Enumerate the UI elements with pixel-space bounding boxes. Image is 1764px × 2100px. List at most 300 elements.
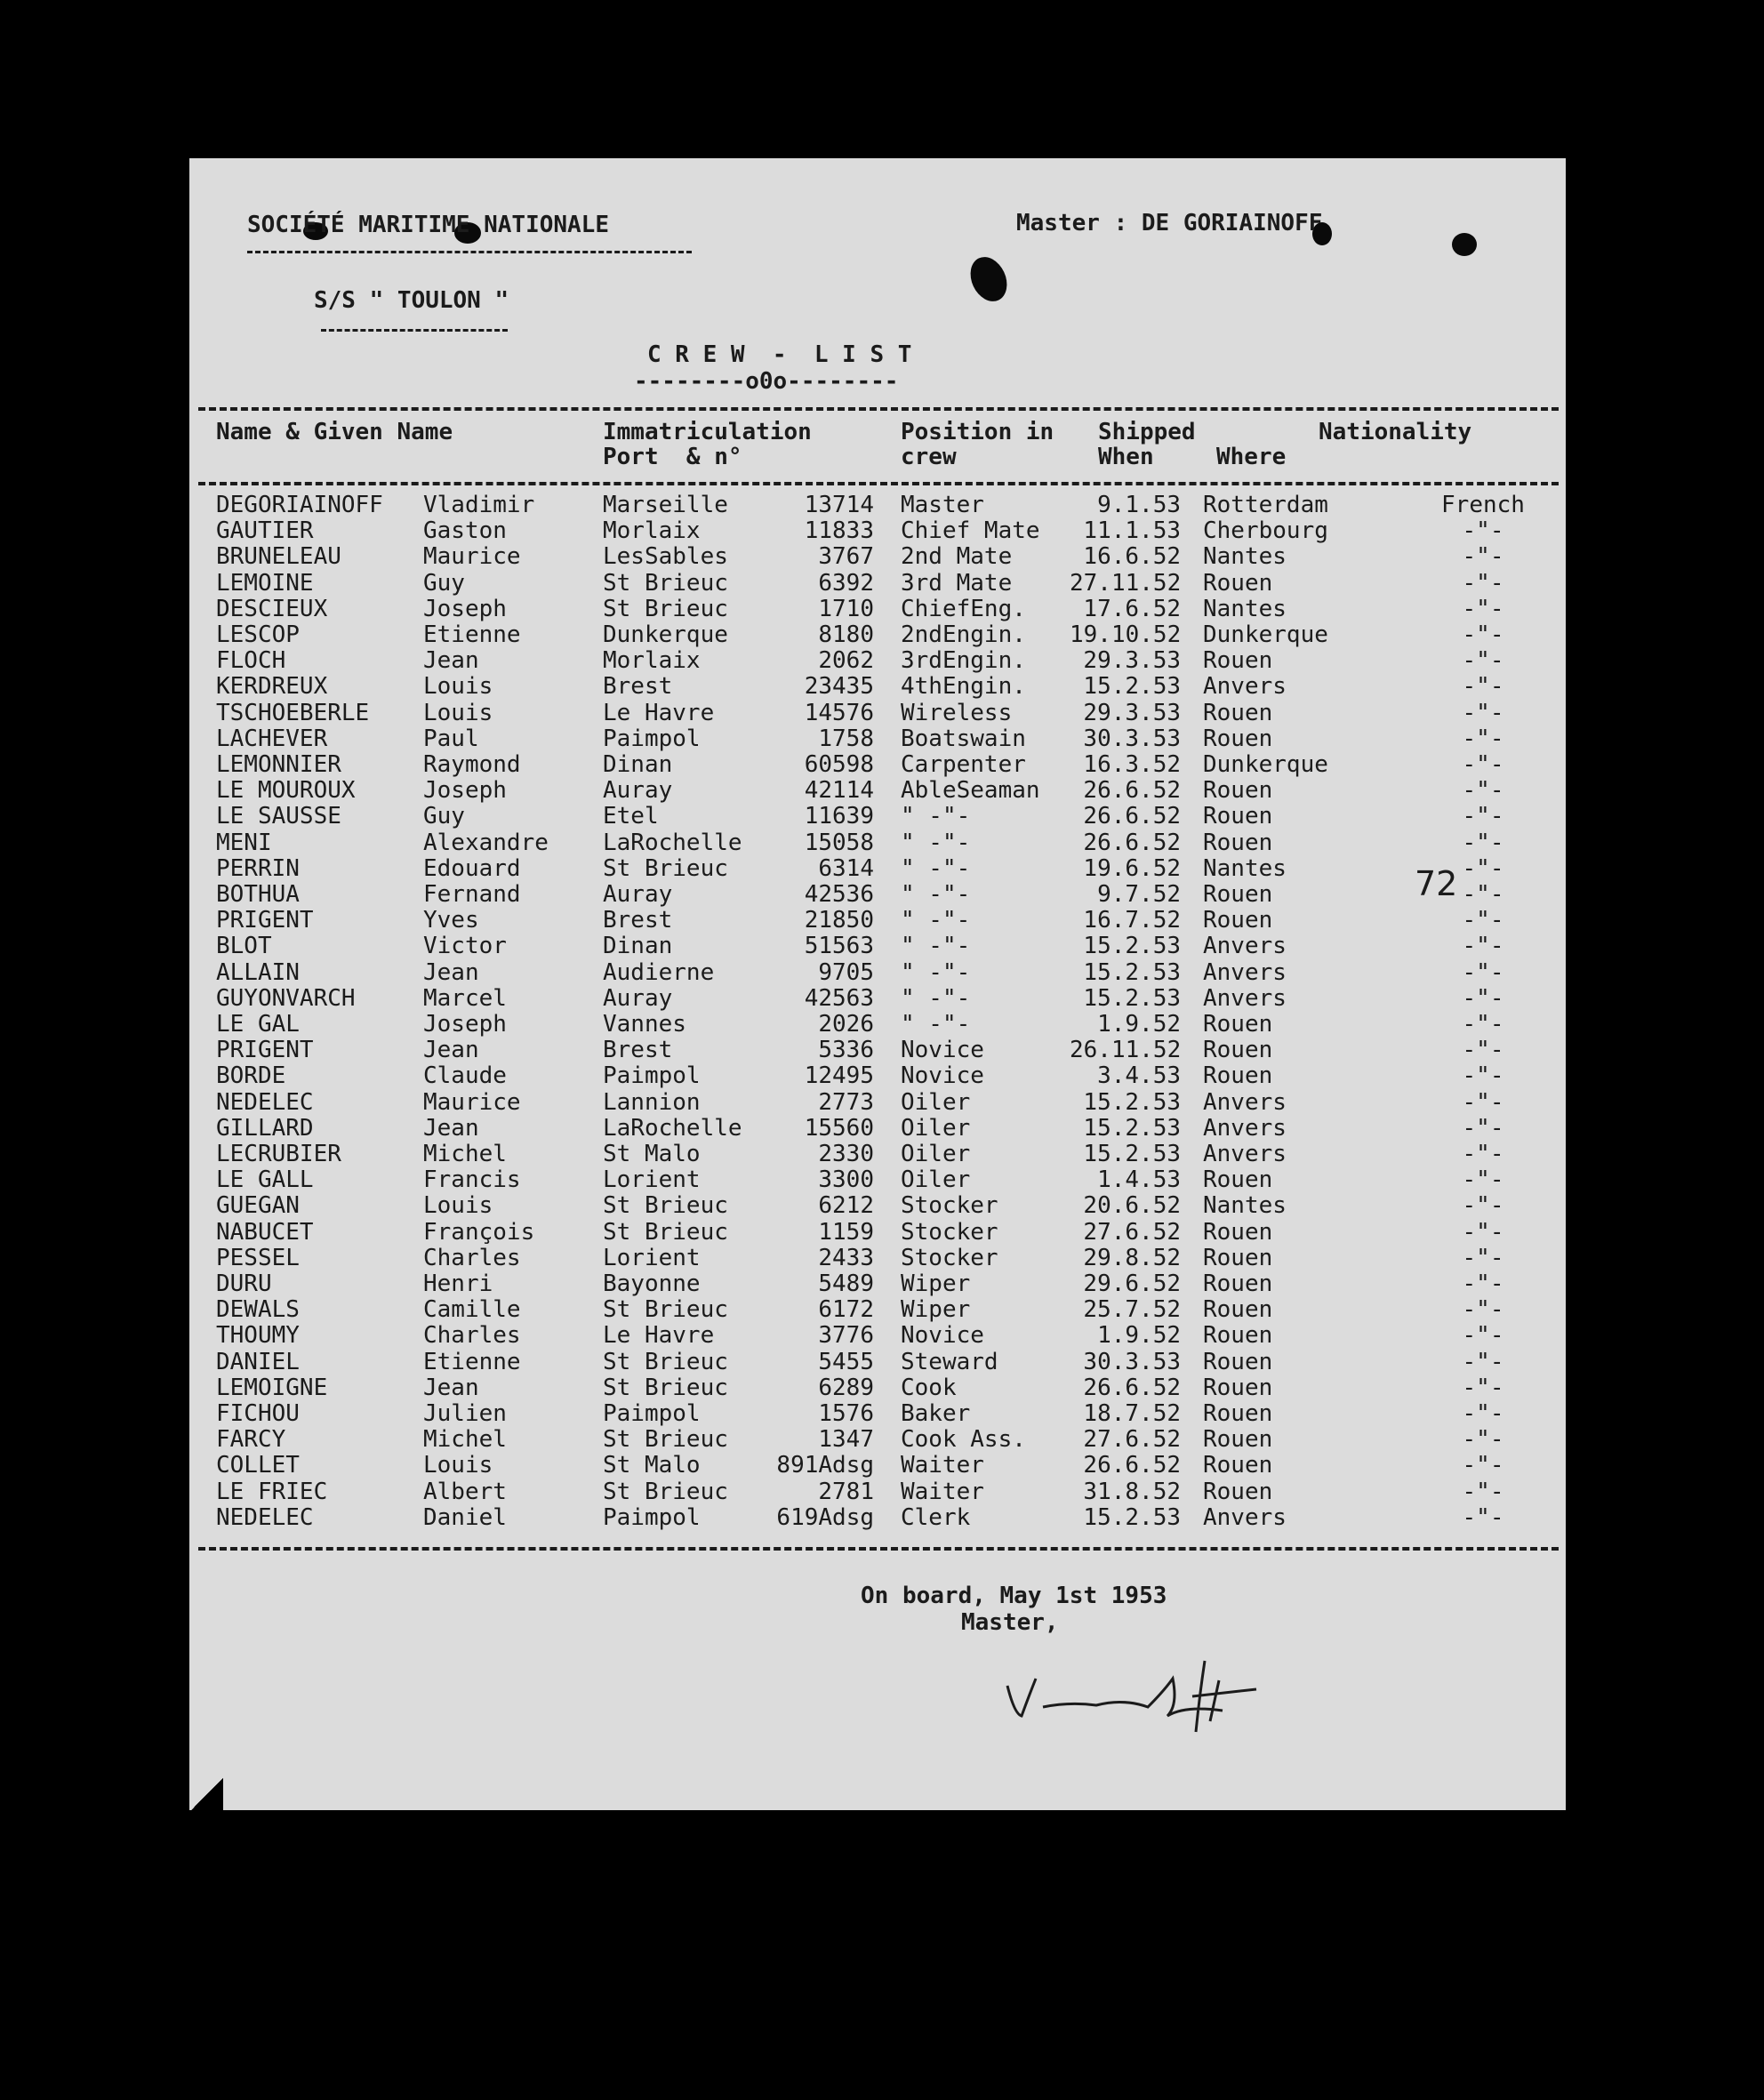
cell-when: 26.6.52 xyxy=(1083,803,1181,830)
cell-when: 27.6.52 xyxy=(1083,1218,1181,1246)
cell-surname: DEWALS xyxy=(216,1296,300,1324)
table-row xyxy=(189,1038,1566,1063)
cell-given: Paul xyxy=(423,725,479,752)
cell-surname: LE MOUROUX xyxy=(216,777,356,805)
table-row xyxy=(189,518,1566,544)
cell-given: Guy xyxy=(423,569,465,597)
cell-surname: DEGORIAINOFF xyxy=(216,492,383,518)
table-row xyxy=(189,1375,1566,1401)
cell-given: Daniel xyxy=(423,1503,507,1531)
cell-position: Stocker xyxy=(901,1244,998,1271)
cell-surname: TSCHOEBERLE xyxy=(216,699,370,726)
cell-given: Guy xyxy=(423,803,465,830)
cell-port: Etel xyxy=(603,803,659,830)
cell-given: Francis xyxy=(423,1166,521,1194)
cell-number: 5489 xyxy=(818,1270,874,1297)
col-header-where: Where xyxy=(1216,444,1287,470)
cell-where: Anvers xyxy=(1203,958,1287,986)
cell-when: 15.2.53 xyxy=(1083,958,1181,986)
cell-port: Bayonne xyxy=(603,1270,701,1297)
punch-hole xyxy=(1452,233,1477,256)
cell-given: Jean xyxy=(423,1037,479,1064)
cell-nationality: -"- xyxy=(1462,1166,1504,1194)
cell-when: 1.9.52 xyxy=(1097,1322,1181,1350)
cell-where: Anvers xyxy=(1203,933,1287,960)
cell-given: Claude xyxy=(423,1062,507,1090)
table-row xyxy=(189,830,1566,856)
cell-number: 6212 xyxy=(818,1192,874,1220)
cell-position: Waiter xyxy=(901,1478,984,1505)
cell-number: 3767 xyxy=(818,543,874,571)
table-row xyxy=(189,493,1566,518)
cell-when: 15.2.53 xyxy=(1083,1141,1181,1167)
cell-port: St Brieuc xyxy=(603,1192,728,1220)
table-row xyxy=(189,778,1566,804)
cell-where: Nantes xyxy=(1203,854,1287,882)
table-row xyxy=(189,752,1566,778)
cell-nationality: -"- xyxy=(1462,621,1504,648)
cell-number: 3776 xyxy=(818,1322,874,1350)
cell-surname: LE GAL xyxy=(216,1011,300,1038)
cell-nationality: -"- xyxy=(1462,1322,1504,1350)
cell-given: Michel xyxy=(423,1426,507,1454)
cell-position: ChiefEng. xyxy=(901,595,1026,622)
cell-nationality: -"- xyxy=(1462,1218,1504,1246)
cell-where: Nantes xyxy=(1203,543,1287,571)
cell-nationality: -"- xyxy=(1462,1452,1504,1479)
cell-position: Novice xyxy=(901,1037,984,1064)
cell-position: " -"- xyxy=(901,881,971,908)
cell-where: Dunkerque xyxy=(1203,751,1328,778)
cell-port: Morlaix xyxy=(603,517,701,545)
cell-surname: FLOCH xyxy=(216,647,286,675)
cell-number: 8180 xyxy=(818,621,874,648)
cell-where: Rouen xyxy=(1203,725,1273,752)
cell-position: 2nd Mate xyxy=(901,543,1013,571)
cell-nationality: -"- xyxy=(1462,933,1504,960)
cell-port: St Brieuc xyxy=(603,854,728,882)
cell-number: 60598 xyxy=(804,751,874,778)
cell-when: 19.6.52 xyxy=(1083,854,1181,882)
cell-position: Oiler xyxy=(901,1114,971,1142)
cell-surname: LESCOP xyxy=(216,621,300,648)
cell-nationality: -"- xyxy=(1462,1244,1504,1271)
cell-nationality: -"- xyxy=(1462,803,1504,830)
cell-given: Gaston xyxy=(423,517,507,545)
cell-surname: LEMOIGNE xyxy=(216,1374,328,1401)
cell-port: LesSables xyxy=(603,543,728,571)
cell-nationality: -"- xyxy=(1462,829,1504,856)
cell-nationality: -"- xyxy=(1462,907,1504,934)
cell-nationality: -"- xyxy=(1462,1426,1504,1454)
cell-surname: NEDELEC xyxy=(216,1503,314,1531)
cell-port: Paimpol xyxy=(603,725,701,752)
cell-number: 9705 xyxy=(818,958,874,986)
cell-where: Rouen xyxy=(1203,777,1273,805)
cell-position: Oiler xyxy=(901,1166,971,1194)
cell-nationality: -"- xyxy=(1462,1141,1504,1167)
cell-position: " -"- xyxy=(901,958,971,986)
table-row xyxy=(189,908,1566,934)
cell-position: " -"- xyxy=(901,829,971,856)
cell-given: Raymond xyxy=(423,751,521,778)
table-row xyxy=(189,597,1566,622)
underline xyxy=(321,329,508,332)
table-row xyxy=(189,1063,1566,1089)
cell-port: St Brieuc xyxy=(603,1478,728,1505)
cell-surname: GUYONVARCH xyxy=(216,984,356,1012)
cell-nationality: -"- xyxy=(1462,569,1504,597)
cell-number: 42114 xyxy=(804,777,874,805)
cell-given: Camille xyxy=(423,1296,521,1324)
cell-where: Rouen xyxy=(1203,1322,1273,1350)
table-row xyxy=(189,1142,1566,1167)
cell-given: Jean xyxy=(423,647,479,675)
table-row xyxy=(189,1246,1566,1271)
cell-surname: BOTHUA xyxy=(216,881,300,908)
cell-given: Vladimir xyxy=(423,492,535,518)
cell-when: 19.10.52 xyxy=(1070,621,1182,648)
cell-surname: PERRIN xyxy=(216,854,300,882)
cell-number: 2433 xyxy=(818,1244,874,1271)
cell-nationality: -"- xyxy=(1462,777,1504,805)
cell-number: 1710 xyxy=(818,595,874,622)
col-header-when: When xyxy=(1098,444,1154,470)
col-header-nationality: Nationality xyxy=(1319,419,1472,445)
cell-surname: THOUMY xyxy=(216,1322,300,1350)
col-header-immatriculation: Immatriculation xyxy=(603,419,812,445)
company-name: SOCIÉTÉ MARITIME NATIONALE xyxy=(247,212,609,238)
cell-nationality: -"- xyxy=(1462,595,1504,622)
cell-when: 15.2.53 xyxy=(1083,1088,1181,1116)
cell-nationality: -"- xyxy=(1462,958,1504,986)
table-row xyxy=(189,856,1566,882)
cell-when: 29.3.53 xyxy=(1083,647,1181,675)
cell-given: Charles xyxy=(423,1244,521,1271)
cell-where: Rouen xyxy=(1203,881,1273,908)
cell-position: Cook Ass. xyxy=(901,1426,1026,1454)
cell-nationality: -"- xyxy=(1462,1088,1504,1116)
cell-given: Yves xyxy=(423,907,479,934)
cell-number: 1758 xyxy=(818,725,874,752)
cell-given: Etienne xyxy=(423,621,521,648)
cell-number: 12495 xyxy=(804,1062,874,1090)
cell-given: François xyxy=(423,1218,535,1246)
cell-port: Dinan xyxy=(603,751,673,778)
cell-position: 2ndEngin. xyxy=(901,621,1026,648)
cell-when: 29.6.52 xyxy=(1083,1270,1181,1297)
cell-where: Anvers xyxy=(1203,984,1287,1012)
cell-number: 2781 xyxy=(818,1478,874,1505)
cell-when: 27.11.52 xyxy=(1070,569,1182,597)
cell-surname: DANIEL xyxy=(216,1348,300,1375)
cell-number: 891Adsg xyxy=(776,1452,874,1479)
cell-given: Louis xyxy=(423,699,493,726)
cell-number: 6314 xyxy=(818,854,874,882)
handwritten-note: 72 xyxy=(1415,864,1458,903)
table-row xyxy=(189,1350,1566,1375)
cell-port: Audierne xyxy=(603,958,715,986)
cell-surname: PRIGENT xyxy=(216,907,314,934)
cell-port: LaRochelle xyxy=(603,1114,742,1142)
cell-surname: GUEGAN xyxy=(216,1192,300,1220)
cell-when: 16.7.52 xyxy=(1083,907,1181,934)
cell-where: Rouen xyxy=(1203,1348,1273,1375)
cell-where: Anvers xyxy=(1203,1141,1287,1167)
cell-given: Louis xyxy=(423,1452,493,1479)
cell-given: Marcel xyxy=(423,984,507,1012)
cell-given: Louis xyxy=(423,673,493,701)
cell-port: Vannes xyxy=(603,1011,686,1038)
table-row xyxy=(189,934,1566,959)
cell-given: Fernand xyxy=(423,881,521,908)
cell-when: 17.6.52 xyxy=(1083,595,1181,622)
cell-number: 2026 xyxy=(818,1011,874,1038)
cell-port: Brest xyxy=(603,1037,673,1064)
document-page xyxy=(189,158,1566,1810)
col-header-port-no: Port & n° xyxy=(603,444,742,470)
table-row xyxy=(189,648,1566,674)
cell-where: Nantes xyxy=(1203,595,1287,622)
cell-port: LaRochelle xyxy=(603,829,742,856)
table-row xyxy=(189,1116,1566,1142)
cell-position: " -"- xyxy=(901,854,971,882)
table-bottom-rule xyxy=(198,1547,1559,1551)
table-row xyxy=(189,701,1566,726)
table-row xyxy=(189,882,1566,908)
cell-number: 6392 xyxy=(818,569,874,597)
cell-nationality: -"- xyxy=(1462,647,1504,675)
cell-port: Lorient xyxy=(603,1244,701,1271)
table-row xyxy=(189,1323,1566,1349)
title-ornament: --------o0o-------- xyxy=(634,368,899,395)
cell-nationality: -"- xyxy=(1462,1062,1504,1090)
master-label: Master : DE GORIAINOFF xyxy=(1016,210,1323,236)
cell-nationality: -"- xyxy=(1462,673,1504,701)
cell-port: Paimpol xyxy=(603,1062,701,1090)
cell-nationality: -"- xyxy=(1462,1400,1504,1427)
cell-position: " -"- xyxy=(901,907,971,934)
cell-given: Julien xyxy=(423,1400,507,1427)
cell-position: " -"- xyxy=(901,984,971,1012)
punch-hole xyxy=(964,251,1014,307)
cell-nationality: -"- xyxy=(1462,699,1504,726)
cell-surname: NEDELEC xyxy=(216,1088,314,1116)
table-header-rule xyxy=(198,482,1559,485)
cell-port: St Brieuc xyxy=(603,1218,728,1246)
cell-port: St Brieuc xyxy=(603,595,728,622)
cell-nationality: -"- xyxy=(1462,517,1504,545)
cell-when: 29.3.53 xyxy=(1083,699,1181,726)
cell-surname: GAUTIER xyxy=(216,517,314,545)
cell-where: Anvers xyxy=(1203,1503,1287,1531)
cell-where: Rouen xyxy=(1203,1062,1273,1090)
cell-nationality: -"- xyxy=(1462,1296,1504,1324)
cell-number: 21850 xyxy=(804,907,874,934)
cell-given: Joseph xyxy=(423,1011,507,1038)
cell-number: 2773 xyxy=(818,1088,874,1116)
cell-where: Dunkerque xyxy=(1203,621,1328,648)
cell-surname: LECRUBIER xyxy=(216,1141,341,1167)
cell-port: Brest xyxy=(603,907,673,934)
cell-when: 27.6.52 xyxy=(1083,1426,1181,1454)
cell-where: Rouen xyxy=(1203,1296,1273,1324)
cell-position: Master xyxy=(901,492,984,518)
cell-nationality: -"- xyxy=(1462,1503,1504,1531)
cell-surname: GILLARD xyxy=(216,1114,314,1142)
col-header-name: Name & Given Name xyxy=(216,419,453,445)
table-row xyxy=(189,960,1566,986)
cell-port: Le Havre xyxy=(603,1322,715,1350)
cell-position: Wiper xyxy=(901,1296,971,1324)
table-row xyxy=(189,804,1566,830)
cell-port: Dunkerque xyxy=(603,621,728,648)
cell-when: 31.8.52 xyxy=(1083,1478,1181,1505)
cell-where: Anvers xyxy=(1203,673,1287,701)
cell-surname: KERDREUX xyxy=(216,673,328,701)
cell-when: 20.6.52 xyxy=(1083,1192,1181,1220)
cell-where: Rouen xyxy=(1203,1166,1273,1194)
cell-when: 3.4.53 xyxy=(1097,1062,1181,1090)
table-row xyxy=(189,1271,1566,1297)
cell-nationality: French xyxy=(1441,492,1525,518)
cell-where: Rouen xyxy=(1203,569,1273,597)
cell-surname: LEMOINE xyxy=(216,569,314,597)
cell-given: Henri xyxy=(423,1270,493,1297)
cell-surname: LE FRIEC xyxy=(216,1478,328,1505)
cell-given: Jean xyxy=(423,1374,479,1401)
cell-number: 11833 xyxy=(804,517,874,545)
cell-number: 1347 xyxy=(818,1426,874,1454)
cell-position: Stocker xyxy=(901,1192,998,1220)
cell-nationality: -"- xyxy=(1462,543,1504,571)
cell-port: St Brieuc xyxy=(603,1426,728,1454)
cell-given: Maurice xyxy=(423,543,521,571)
cell-given: Albert xyxy=(423,1478,507,1505)
cell-port: St Malo xyxy=(603,1452,701,1479)
table-row xyxy=(189,1167,1566,1193)
cell-number: 51563 xyxy=(804,933,874,960)
cell-when: 30.3.53 xyxy=(1083,725,1181,752)
cell-position: Wireless xyxy=(901,699,1013,726)
cell-nationality: -"- xyxy=(1462,1037,1504,1064)
cell-surname: FICHOU xyxy=(216,1400,300,1427)
footer-place-date: On board, May 1st 1953 xyxy=(861,1583,1167,1609)
cell-when: 26.6.52 xyxy=(1083,1374,1181,1401)
cell-when: 30.3.53 xyxy=(1083,1348,1181,1375)
cell-number: 5336 xyxy=(818,1037,874,1064)
cell-position: " -"- xyxy=(901,1011,971,1038)
cell-nationality: -"- xyxy=(1462,1270,1504,1297)
underline xyxy=(247,251,692,253)
cell-where: Rouen xyxy=(1203,803,1273,830)
cell-port: Le Havre xyxy=(603,699,715,726)
cell-number: 42563 xyxy=(804,984,874,1012)
cell-nationality: -"- xyxy=(1462,1192,1504,1220)
cell-surname: BORDE xyxy=(216,1062,286,1090)
cell-position: 3rdEngin. xyxy=(901,647,1026,675)
col-header-shipped: Shipped xyxy=(1098,419,1196,445)
cell-given: Etienne xyxy=(423,1348,521,1375)
cell-when: 1.4.53 xyxy=(1097,1166,1181,1194)
cell-surname: PESSEL xyxy=(216,1244,300,1271)
cell-port: St Brieuc xyxy=(603,569,728,597)
cell-nationality: -"- xyxy=(1462,1114,1504,1142)
cell-surname: FARCY xyxy=(216,1426,286,1454)
cell-nationality: -"- xyxy=(1462,881,1504,908)
table-row xyxy=(189,1090,1566,1116)
table-top-rule xyxy=(198,407,1559,411)
cell-number: 2062 xyxy=(818,647,874,675)
cell-port: Auray xyxy=(603,881,673,908)
table-row xyxy=(189,571,1566,597)
cell-where: Rouen xyxy=(1203,1374,1273,1401)
cell-when: 16.6.52 xyxy=(1083,543,1181,571)
cell-port: Brest xyxy=(603,673,673,701)
cell-nationality: -"- xyxy=(1462,1011,1504,1038)
cell-position: Novice xyxy=(901,1322,984,1350)
cell-surname: LE GALL xyxy=(216,1166,314,1194)
cell-when: 26.6.52 xyxy=(1083,1452,1181,1479)
cell-surname: LACHEVER xyxy=(216,725,328,752)
table-row xyxy=(189,986,1566,1012)
cell-port: St Brieuc xyxy=(603,1348,728,1375)
cell-surname: DESCIEUX xyxy=(216,595,328,622)
cell-position: 3rd Mate xyxy=(901,569,1013,597)
table-row xyxy=(189,1193,1566,1219)
cell-number: 3300 xyxy=(818,1166,874,1194)
cell-position: Chief Mate xyxy=(901,517,1040,545)
cell-number: 15058 xyxy=(804,829,874,856)
cell-when: 15.2.53 xyxy=(1083,1503,1181,1531)
cell-where: Rouen xyxy=(1203,699,1273,726)
cell-position: Novice xyxy=(901,1062,984,1090)
table-row xyxy=(189,1479,1566,1505)
cell-position: Clerk xyxy=(901,1503,971,1531)
cell-position: Boatswain xyxy=(901,725,1026,752)
cell-port: Morlaix xyxy=(603,647,701,675)
cell-where: Rouen xyxy=(1203,1400,1273,1427)
cell-surname: LE SAUSSE xyxy=(216,803,341,830)
cell-given: Victor xyxy=(423,933,507,960)
cell-when: 11.1.53 xyxy=(1083,517,1181,545)
cell-number: 619Adsg xyxy=(776,1503,874,1531)
col-header-position: Position in xyxy=(901,419,1054,445)
cell-position: " -"- xyxy=(901,803,971,830)
cell-when: 9.1.53 xyxy=(1097,492,1181,518)
cell-port: St Brieuc xyxy=(603,1374,728,1401)
cell-position: Waiter xyxy=(901,1452,984,1479)
master-signature xyxy=(990,1643,1310,1741)
cell-position: AbleSeaman xyxy=(901,777,1040,805)
cell-port: Lannion xyxy=(603,1088,701,1116)
cell-port: St Brieuc xyxy=(603,1296,728,1324)
cell-surname: LEMONNIER xyxy=(216,751,341,778)
cell-where: Rouen xyxy=(1203,1037,1273,1064)
cell-position: Cook xyxy=(901,1374,957,1401)
cell-port: Lorient xyxy=(603,1166,701,1194)
cell-port: Dinan xyxy=(603,933,673,960)
cell-when: 15.2.53 xyxy=(1083,1114,1181,1142)
table-row xyxy=(189,1427,1566,1453)
cell-surname: BLOT xyxy=(216,933,272,960)
cell-given: Jean xyxy=(423,1114,479,1142)
cell-number: 2330 xyxy=(818,1141,874,1167)
col-header-crew: crew xyxy=(901,444,957,470)
cell-number: 14576 xyxy=(804,699,874,726)
cell-surname: BRUNELEAU xyxy=(216,543,341,571)
cell-surname: DURU xyxy=(216,1270,272,1297)
